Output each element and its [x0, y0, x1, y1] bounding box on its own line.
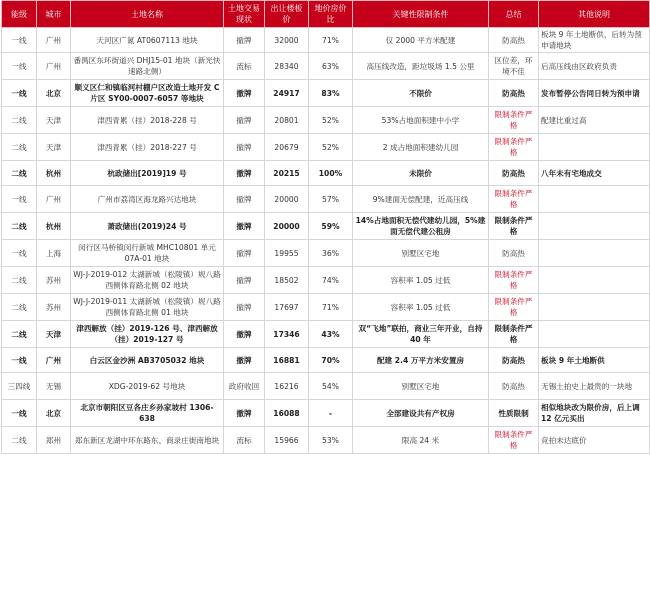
table-row: [2, 373, 650, 400]
price-cell: 16216: [265, 373, 309, 400]
column-header: 其他说明: [539, 1, 650, 28]
other-cell: 无锡土拍史上最贵的一块地: [539, 373, 650, 400]
limits-cell: 高压线改造，距垃圾场 1.5 公里: [353, 53, 489, 80]
table-row: [2, 213, 650, 240]
ratio-cell: 70%: [309, 348, 353, 373]
summary-cell: 限制条件严格: [489, 294, 539, 321]
ratio-cell: 83%: [309, 80, 353, 107]
tier-cell: 二线: [2, 294, 37, 321]
limits-cell: 2 成占地面积建幼儿园: [353, 134, 489, 161]
status-cell: 撤牌: [224, 267, 265, 294]
ratio-cell: 54%: [309, 373, 353, 400]
ratio-cell: 100%: [309, 161, 353, 186]
column-header: 土地名称: [71, 1, 224, 28]
tier-cell: 二线: [2, 321, 37, 348]
status-cell: 撤牌: [224, 213, 265, 240]
city-cell: 苏州: [37, 267, 71, 294]
land-name-cell: 白云区金沙洲 AB3705032 地块: [71, 348, 224, 373]
summary-cell: 限制条件严格: [489, 321, 539, 348]
summary-cell: 防高热: [489, 348, 539, 373]
status-cell: 撤牌: [224, 240, 265, 267]
table-row: [2, 321, 650, 348]
city-cell: 北京: [37, 400, 71, 427]
column-header: 地价房价比: [309, 1, 353, 28]
limits-cell: 别墅区宅地: [353, 240, 489, 267]
land-name-cell: 闵行区马桥镇闵行新城 MHC10801 单元 07A-01 地块: [71, 240, 224, 267]
other-cell: [539, 240, 650, 267]
land-name-cell: 顺义区仁和镇临河村棚户区改造土地开发 C 片区 SY00-0007-6057 等地块: [71, 80, 224, 107]
tier-cell: 一线: [2, 53, 37, 80]
land-name-cell: 津西青累（挂）2018-228 号: [71, 107, 224, 134]
city-cell: 广州: [37, 28, 71, 53]
column-header: 总结: [489, 1, 539, 28]
city-cell: 郑州: [37, 427, 71, 454]
table-row: [2, 427, 650, 454]
ratio-cell: 74%: [309, 267, 353, 294]
table-row: [2, 294, 650, 321]
tier-cell: 二线: [2, 267, 37, 294]
ratio-cell: -: [309, 400, 353, 427]
status-cell: 撤牌: [224, 321, 265, 348]
summary-cell: 性质限制: [489, 400, 539, 427]
land-table: [1, 0, 650, 454]
other-cell: 竞拍未达底价: [539, 427, 650, 454]
column-header: 关键性限制条件: [353, 1, 489, 28]
table-row: [2, 53, 650, 80]
status-cell: 撤牌: [224, 348, 265, 373]
summary-cell: 限制条件严格: [489, 267, 539, 294]
table-row: [2, 186, 650, 213]
other-cell: [539, 267, 650, 294]
land-name-cell: WJ-J-2019-012 太湖新城（松陵镇）规八路西侧体育路北侧 02 地块: [71, 267, 224, 294]
price-cell: 28340: [265, 53, 309, 80]
land-name-cell: WJ-J-2019-011 太湖新城（松陵镇）规八路西侧体育路北侧 01 地块: [71, 294, 224, 321]
land-name-cell: XDG-2019-62 号地块: [71, 373, 224, 400]
table-row: [2, 267, 650, 294]
ratio-cell: 59%: [309, 213, 353, 240]
other-cell: 后高压线由区政府负责: [539, 53, 650, 80]
table-row: [2, 28, 650, 53]
summary-cell: 防高热: [489, 240, 539, 267]
price-cell: 18502: [265, 267, 309, 294]
tier-cell: 二线: [2, 213, 37, 240]
tier-cell: 二线: [2, 161, 37, 186]
price-cell: 20679: [265, 134, 309, 161]
limits-cell: 限高 24 米: [353, 427, 489, 454]
ratio-cell: 57%: [309, 186, 353, 213]
city-cell: 上海: [37, 240, 71, 267]
land-name-cell: 萧政储出(2019)24 号: [71, 213, 224, 240]
city-cell: 杭州: [37, 161, 71, 186]
ratio-cell: 52%: [309, 134, 353, 161]
city-cell: 苏州: [37, 294, 71, 321]
price-cell: 17346: [265, 321, 309, 348]
summary-cell: 防高热: [489, 373, 539, 400]
table-row: [2, 107, 650, 134]
ratio-cell: 36%: [309, 240, 353, 267]
column-header: 出让楼板价: [265, 1, 309, 28]
limits-cell: 未限价: [353, 161, 489, 186]
table-row: [2, 240, 650, 267]
tier-cell: 一线: [2, 240, 37, 267]
status-cell: 撤牌: [224, 107, 265, 134]
status-cell: 撤牌: [224, 134, 265, 161]
table-row: [2, 348, 650, 373]
limits-cell: 不限价: [353, 80, 489, 107]
table-row: [2, 400, 650, 427]
status-cell: 流标: [224, 53, 265, 80]
tier-cell: 一线: [2, 28, 37, 53]
status-cell: 撤牌: [224, 80, 265, 107]
city-cell: 广州: [37, 53, 71, 80]
price-cell: 20801: [265, 107, 309, 134]
status-cell: 流标: [224, 427, 265, 454]
price-cell: 16881: [265, 348, 309, 373]
status-cell: 撤牌: [224, 28, 265, 53]
land-name-cell: 杭政储出[2019]19 号: [71, 161, 224, 186]
column-header: 土地交易现状: [224, 1, 265, 28]
status-cell: 撤牌: [224, 186, 265, 213]
price-cell: 20000: [265, 213, 309, 240]
city-cell: 北京: [37, 80, 71, 107]
price-cell: 15966: [265, 427, 309, 454]
table-row: [2, 134, 650, 161]
land-name-cell: 天河区广氮 AT0607113 地块: [71, 28, 224, 53]
limits-cell: 容积率 1.05 过低: [353, 267, 489, 294]
tier-cell: 三四线: [2, 373, 37, 400]
price-cell: 32000: [265, 28, 309, 53]
limits-cell: 别墅区宅地: [353, 373, 489, 400]
summary-cell: 区位差，环境不佳: [489, 53, 539, 80]
status-cell: 政府收回: [224, 373, 265, 400]
other-cell: 相似地块改为限价房，后上调 12 亿元买出: [539, 400, 650, 427]
other-cell: 配建比重过高: [539, 107, 650, 134]
city-cell: 天津: [37, 107, 71, 134]
limits-cell: 容积率 1.05 过低: [353, 294, 489, 321]
other-cell: 板块 9 年土地断供，后转为预申请地块: [539, 28, 650, 53]
tier-cell: 一线: [2, 400, 37, 427]
status-cell: 撤牌: [224, 400, 265, 427]
tier-cell: 二线: [2, 107, 37, 134]
table-header-row: [2, 1, 650, 28]
limits-cell: 9%建面无偿配建，近高压线: [353, 186, 489, 213]
tier-cell: 一线: [2, 348, 37, 373]
ratio-cell: 52%: [309, 107, 353, 134]
price-cell: 16088: [265, 400, 309, 427]
status-cell: 撤牌: [224, 161, 265, 186]
limits-cell: 53%占地面积建中小学: [353, 107, 489, 134]
land-name-cell: 津西青累（挂）2018-227 号: [71, 134, 224, 161]
other-cell: [539, 321, 650, 348]
limits-cell: 配建 2.4 万平方米安置房: [353, 348, 489, 373]
ratio-cell: 71%: [309, 294, 353, 321]
limits-cell: 全部建设共有产权房: [353, 400, 489, 427]
city-cell: 杭州: [37, 213, 71, 240]
price-cell: 19955: [265, 240, 309, 267]
city-cell: 广州: [37, 186, 71, 213]
ratio-cell: 43%: [309, 321, 353, 348]
other-cell: [539, 186, 650, 213]
price-cell: 17697: [265, 294, 309, 321]
tier-cell: 一线: [2, 186, 37, 213]
summary-cell: 限制条件严格: [489, 107, 539, 134]
price-cell: 20215: [265, 161, 309, 186]
land-name-cell: 北京市朝阳区豆各庄乡孙家坡村 1306-638: [71, 400, 224, 427]
other-cell: [539, 134, 650, 161]
summary-cell: 防高热: [489, 80, 539, 107]
table-row: [2, 161, 650, 186]
land-name-cell: 津西解放（挂）2019-126 号、津西解放（挂）2019-127 号: [71, 321, 224, 348]
land-name-cell: 郑东新区龙湖中环东路东、商录庄街南地块: [71, 427, 224, 454]
other-cell: [539, 213, 650, 240]
city-cell: 广州: [37, 348, 71, 373]
status-cell: 撤牌: [224, 294, 265, 321]
tier-cell: 一线: [2, 80, 37, 107]
other-cell: 发布暂停公告同日转为预申请: [539, 80, 650, 107]
summary-cell: 限制条件严格: [489, 213, 539, 240]
tier-cell: 二线: [2, 134, 37, 161]
city-cell: 天津: [37, 134, 71, 161]
other-cell: 八年未有宅地成交: [539, 161, 650, 186]
city-cell: 无锡: [37, 373, 71, 400]
summary-cell: 限制条件严格: [489, 427, 539, 454]
table-row: [2, 80, 650, 107]
price-cell: 20000: [265, 186, 309, 213]
other-cell: [539, 294, 650, 321]
summary-cell: 限制条件严格: [489, 186, 539, 213]
land-name-cell: 番禺区东环街道兴 DHJ15-01 地块（新光快速路北侧）: [71, 53, 224, 80]
column-header: 城市: [37, 1, 71, 28]
limits-cell: 双“飞地”联拍，商业三年开业，自持 40 年: [353, 321, 489, 348]
summary-cell: 防高热: [489, 161, 539, 186]
ratio-cell: 63%: [309, 53, 353, 80]
land-name-cell: 广州市荔湾区海龙路兴达地块: [71, 186, 224, 213]
summary-cell: 防高热: [489, 28, 539, 53]
limits-cell: 仅 2000 平方米配建: [353, 28, 489, 53]
summary-cell: 限制条件严格: [489, 134, 539, 161]
ratio-cell: 53%: [309, 427, 353, 454]
other-cell: 板块 9 年土地断供: [539, 348, 650, 373]
tier-cell: 二线: [2, 427, 37, 454]
city-cell: 天津: [37, 321, 71, 348]
column-header: 能级: [2, 1, 37, 28]
ratio-cell: 71%: [309, 28, 353, 53]
price-cell: 24917: [265, 80, 309, 107]
limits-cell: 14%占地面积无偿代建幼儿园，5%建面无偿代建公租房: [353, 213, 489, 240]
